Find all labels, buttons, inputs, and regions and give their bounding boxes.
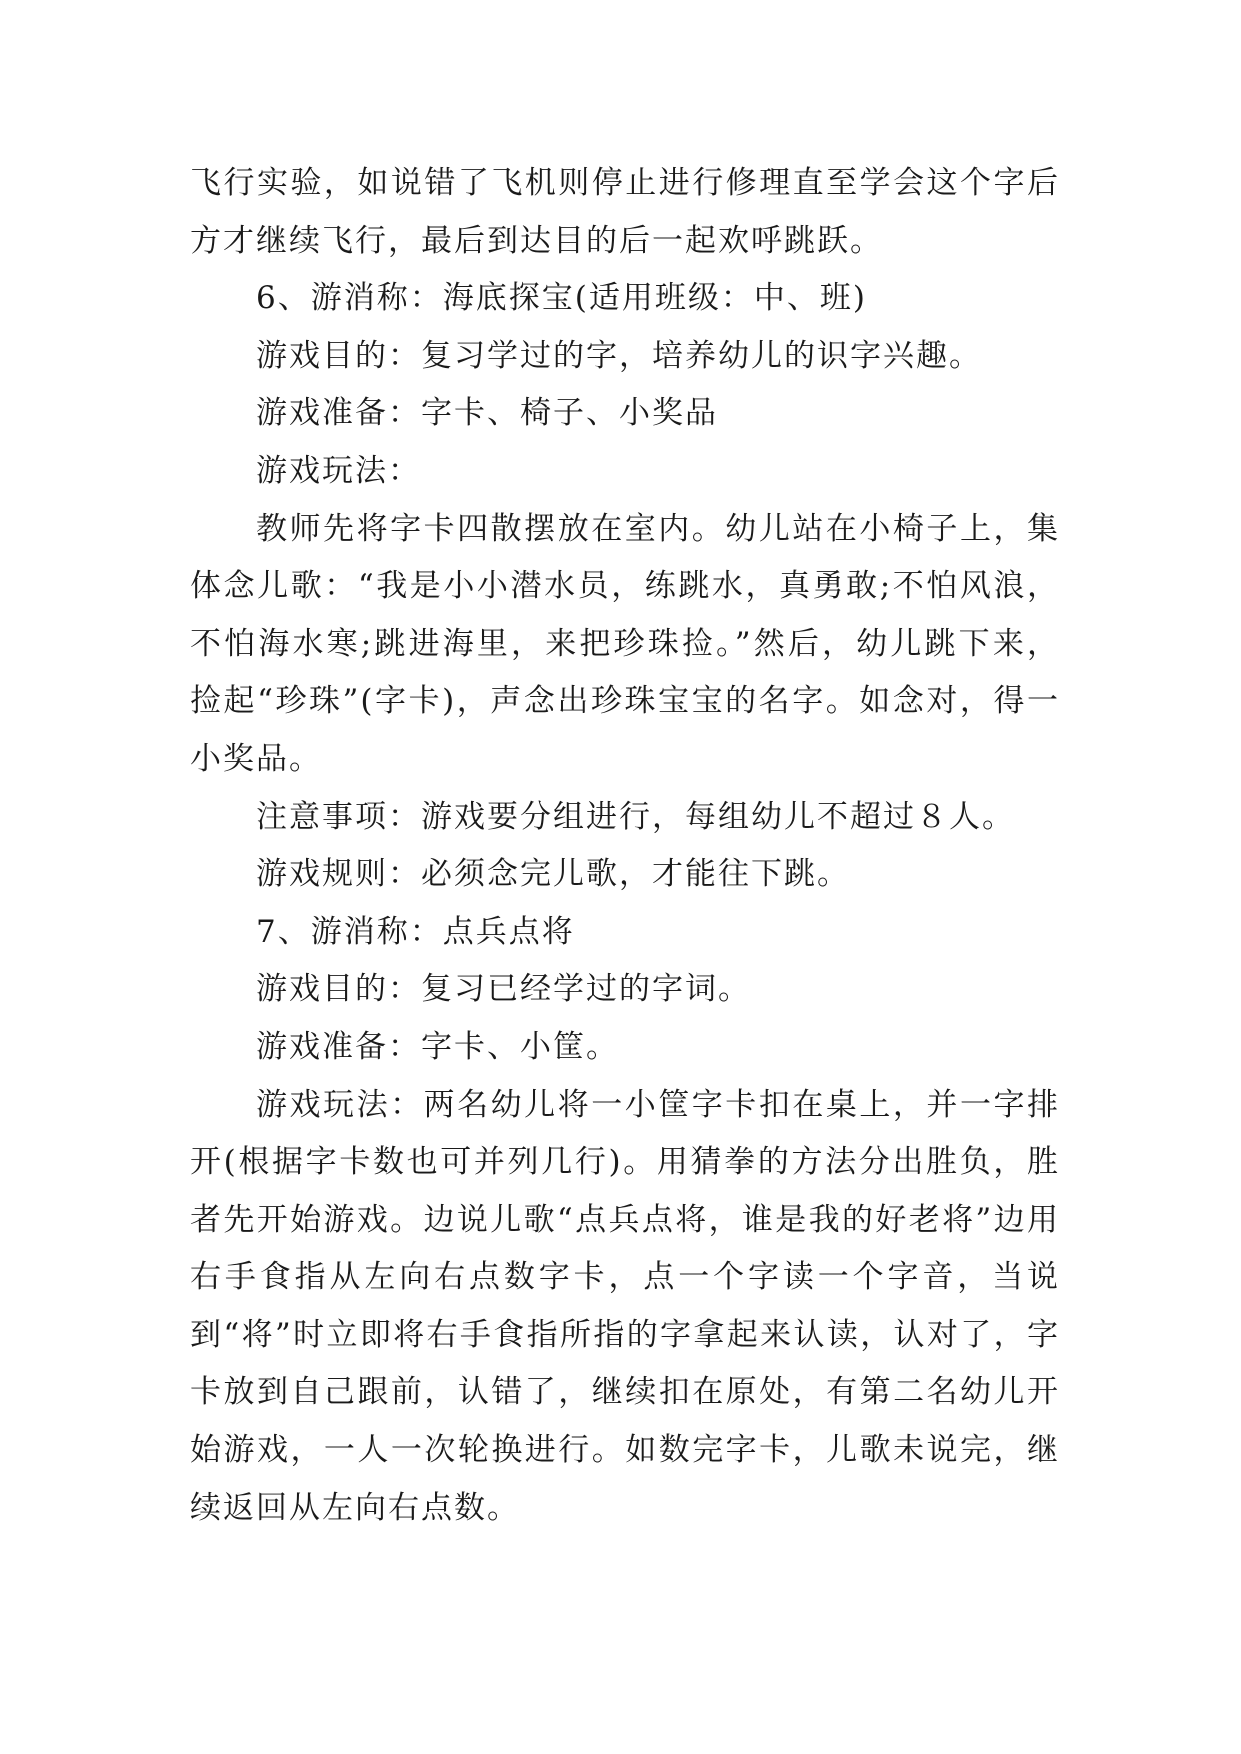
game-6-method-heading: 游戏玩法： [256, 452, 421, 489]
game-7-method: 游戏玩法：两名幼儿将一小筐字卡扣在桌上，并一字排开(根据字卡数也可并列几行)。用猜拳的方法分出胜负，胜者先开始游戏。边说儿歌“点兵点将，谁是我的好老将”边用右手食指从左向右点数字卡，点一个字读一个字音，当说到“将”时立即将右手食指所指的字拿起来认读，认对了，字卡放到自己跟前，认错了，继续扣在原处，有第二名幼儿开始游戏，一人一次轮换进行。如数完字卡，儿歌未说完，继续返回从左向右点数。 [190, 1086, 1060, 1526]
game-6-objective: 游戏目的：复习学过的字，培养幼儿的识字兴趣。 [256, 337, 982, 374]
game-6-rules: 游戏规则：必须念完儿歌，才能往下跳。 [256, 856, 850, 893]
game-6-method-body: 教师先将字卡四散摆放在室内。幼儿站在小椅子上，集体念儿歌：“我是小小潜水员，练跳水，真勇敢;不怕风浪，不怕海水寒;跳进海里，来把珍珠捡。”然后，幼儿跳下来，捡起“珍珠”(字卡)，声念出珍珠宝宝的名字。如念对，得一小奖品。 [190, 510, 1060, 777]
game-6-preparation: 游戏准备：字卡、椅子、小奖品 [256, 395, 718, 432]
game-7-preparation: 游戏准备：字卡、小筐。 [256, 1028, 619, 1065]
game-7-title: 7、游消称：点兵点将 [256, 913, 575, 950]
game-7-objective: 游戏目的：复习已经学过的字词。 [256, 971, 751, 1008]
game-6-title: 6、游消称：海底探宝(适用班级：中、班) [256, 280, 867, 317]
document-body [190, 155, 1060, 1537]
game-6-notes: 注意事项：游戏要分组进行，每组幼儿不超过８人。 [256, 798, 1015, 835]
paragraph-continuation: 飞行实验，如说错了飞机则停止进行修理直至学会这个字后方才继续飞行，最后到达目的后一起欢呼跳跃。 [190, 165, 1060, 259]
